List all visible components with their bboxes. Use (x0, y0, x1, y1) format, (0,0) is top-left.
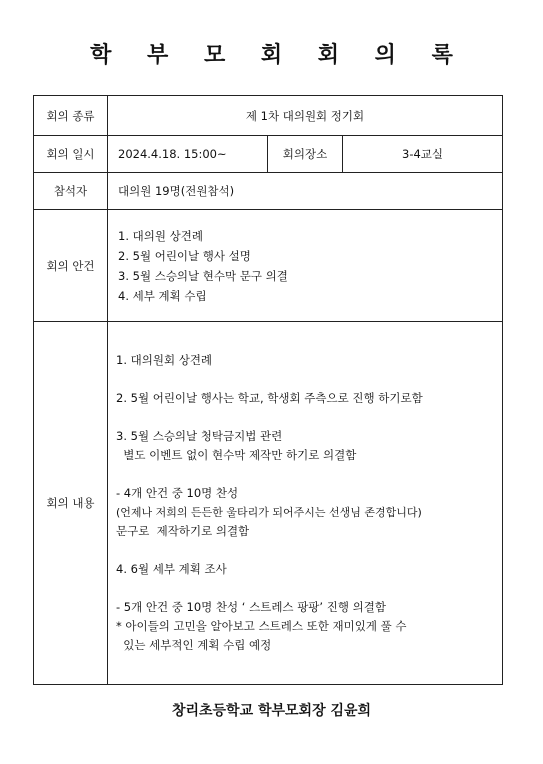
content-line: * 아이들의 고민을 알아보고 스트레스 또한 재미있게 풀 수 (116, 619, 407, 633)
meeting-date-label: 회의 일시 (34, 136, 108, 173)
content-line: 1. 대의원회 상견례 (116, 353, 213, 367)
minutes-table (33, 95, 503, 685)
content-line: 2. 5월 어린이날 행사는 학교, 학생회 주측으로 진행 하기로함 (116, 391, 423, 405)
agenda-list (108, 210, 503, 322)
row-meeting-type (34, 96, 503, 136)
agenda-item: 3. 5월 스승의날 현수막 문구 의결 (118, 268, 288, 283)
row-agenda (34, 210, 503, 322)
signature-footer: 창리초등학교 학부모회장 김윤희 (171, 703, 372, 719)
meeting-type-label: 회의 종류 (34, 96, 108, 136)
content-line: 4. 6월 세부 계획 조사 (116, 562, 227, 576)
document-title: 학 부 모 회 회 의 록 (90, 43, 467, 68)
content-line: 문구로 제작하기로 의결함 (116, 524, 250, 538)
content-body (108, 322, 503, 685)
meeting-place-value: 3-4교실 (343, 136, 503, 173)
attendees-label: 참석자 (34, 173, 108, 210)
content-line: 있는 세부적인 계획 수립 예정 (116, 638, 272, 652)
content-label: 회의 내용 (34, 322, 108, 685)
attendees-value: 대의원 19명(전원참석) (108, 173, 503, 210)
meeting-type-value: 제 1차 대의원회 정기회 (108, 96, 503, 136)
row-content (34, 322, 503, 685)
row-attendees (34, 173, 503, 210)
content-line: - 4개 안건 중 10명 찬성 (116, 486, 239, 500)
agenda-label: 회의 안건 (34, 210, 108, 322)
agenda-item: 4. 세부 계획 수립 (118, 288, 207, 303)
agenda-item: 1. 대의원 상견례 (118, 228, 203, 243)
agenda-item: 2. 5월 어린이날 행사 설명 (118, 248, 251, 263)
content-line: (언제나 저희의 든든한 울타리가 되어주시는 선생님 존경합니다) (116, 506, 422, 519)
meeting-date-value: 2024.4.18. 15:00~ (108, 136, 268, 173)
content-line: - 5개 안건 중 10명 찬성 ‘ 스트레스 팡팡’ 진행 의결함 (116, 600, 386, 614)
content-line: 3. 5월 스승의날 청탁금지법 관련 (116, 429, 283, 443)
content-line: 별도 이벤트 없이 현수막 제작만 하기로 의결함 (116, 448, 357, 462)
row-meeting-date (34, 136, 503, 173)
meeting-place-label: 회의장소 (268, 136, 343, 173)
